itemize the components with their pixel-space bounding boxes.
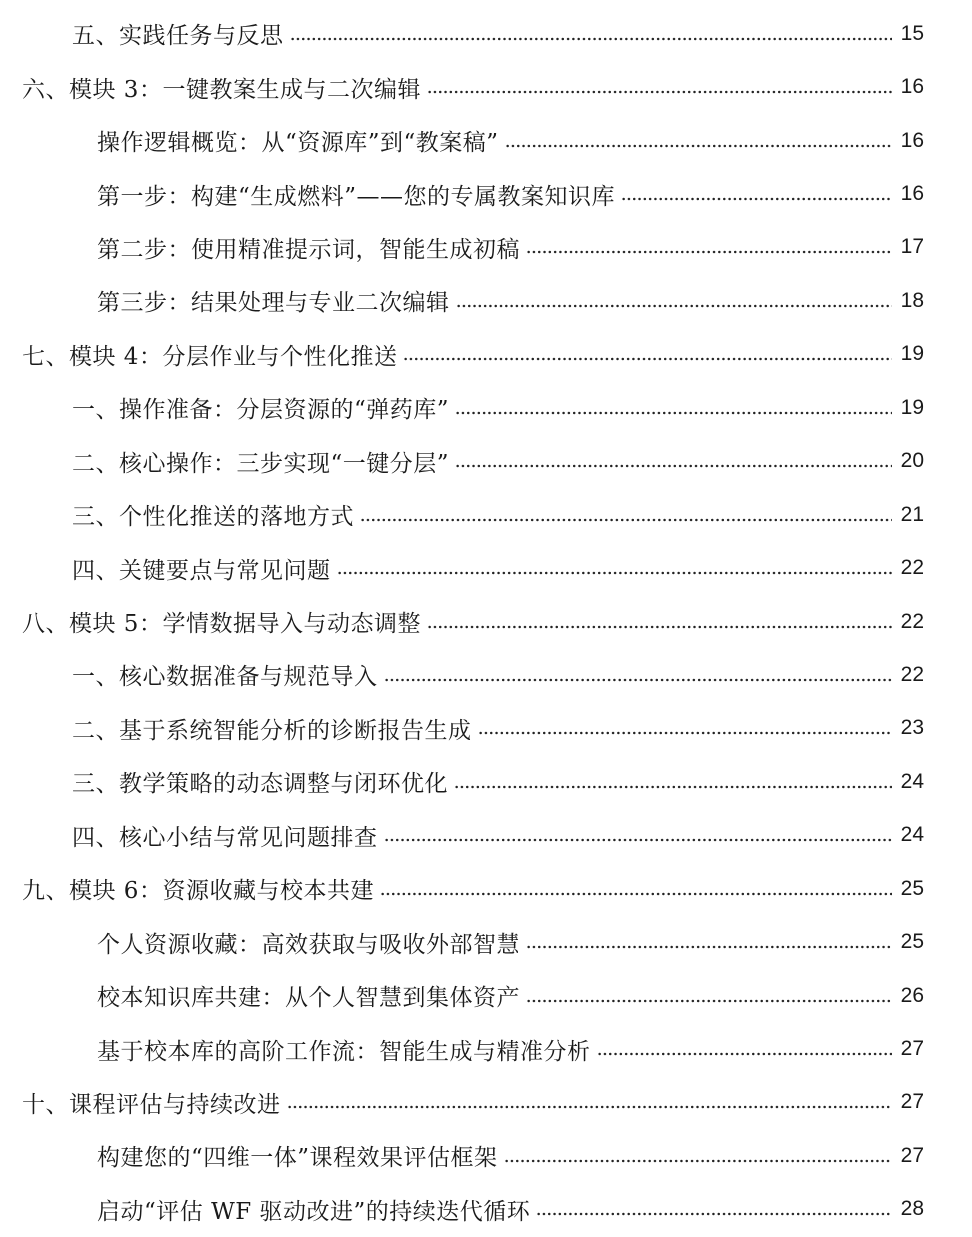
toc-entry[interactable] xyxy=(0,755,972,808)
dot-leader xyxy=(427,625,892,629)
dot-leader xyxy=(526,250,892,254)
toc-entry-title: 九、模块 6：资源收藏与校本共建 xyxy=(22,878,374,905)
dot-leader xyxy=(478,731,893,735)
toc-entry-title: 十、课程评估与持续改进 xyxy=(22,1091,281,1118)
dot-leader xyxy=(403,357,892,361)
toc-entry-page: 16 xyxy=(900,75,924,99)
toc-entry-title: 四、关键要点与常见问题 xyxy=(72,557,331,584)
toc-entry-title: 三、教学策略的动态调整与闭环优化 xyxy=(72,771,448,798)
toc-entry[interactable] xyxy=(0,381,972,434)
toc-entry-title: 操作逻辑概览：从“资源库”到“教案稿” xyxy=(97,130,499,157)
toc-entry-title: 第三步：结果处理与专业二次编辑 xyxy=(97,290,450,317)
toc-entry-title: 第二步：使用精准提示词，智能生成初稿 xyxy=(97,236,520,263)
toc-entry-page: 25 xyxy=(900,930,924,954)
toc-entry-title: 一、核心数据准备与规范导入 xyxy=(72,664,378,691)
toc-entry-title: 四、核心小结与常见问题排查 xyxy=(72,824,378,851)
toc-entry-page: 27 xyxy=(900,1090,924,1114)
toc-entry-page: 22 xyxy=(900,609,924,633)
toc-entry-page: 25 xyxy=(900,876,924,900)
dot-leader xyxy=(384,838,893,842)
toc-entry[interactable] xyxy=(0,1076,972,1129)
toc-entry-title: 二、基于系统智能分析的诊断报告生成 xyxy=(72,717,472,744)
dot-leader xyxy=(384,678,893,682)
dot-leader xyxy=(526,999,892,1003)
toc-entry-page: 21 xyxy=(900,502,924,526)
toc-entry[interactable] xyxy=(0,969,972,1022)
dot-leader xyxy=(505,144,892,148)
toc-entry[interactable] xyxy=(0,274,972,327)
toc-entry-title: 三、个性化推送的落地方式 xyxy=(72,504,354,531)
toc-entry[interactable] xyxy=(0,60,972,113)
toc-entry-page: 19 xyxy=(900,395,924,419)
toc-entry-page: 18 xyxy=(900,288,924,312)
dot-leader xyxy=(536,1212,892,1216)
toc-entry-title: 一、操作准备：分层资源的“弹药库” xyxy=(72,397,450,424)
dot-leader xyxy=(526,945,892,949)
dot-leader xyxy=(427,90,892,94)
toc-entry-page: 17 xyxy=(900,235,924,259)
toc-entry-title: 二、核心操作：三步实现“一键分层” xyxy=(72,450,450,477)
toc-entry-page: 15 xyxy=(900,21,924,45)
toc-entry-title: 八、模块 5：学情数据导入与动态调整 xyxy=(22,611,421,638)
dot-leader xyxy=(337,571,893,575)
toc-entry-title: 五、实践任务与反思 xyxy=(72,23,284,50)
toc-entry-page: 19 xyxy=(900,342,924,366)
toc-entry[interactable] xyxy=(0,862,972,915)
toc-entry[interactable] xyxy=(0,328,972,381)
toc-entry[interactable] xyxy=(0,167,972,220)
dot-leader xyxy=(455,464,892,468)
toc-entry[interactable] xyxy=(0,541,972,594)
dot-leader xyxy=(287,1105,893,1109)
toc-entry[interactable] xyxy=(0,1129,972,1182)
toc-entry[interactable] xyxy=(0,1022,972,1075)
toc-entry[interactable] xyxy=(0,648,972,701)
toc-entry-title: 七、模块 4：分层作业与个性化推送 xyxy=(22,343,398,370)
toc-entry[interactable] xyxy=(0,595,972,648)
toc-entry[interactable] xyxy=(0,7,972,60)
toc-entry[interactable] xyxy=(0,1183,972,1236)
toc-entry-page: 16 xyxy=(900,182,924,206)
toc-entry[interactable] xyxy=(0,114,972,167)
table-of-contents xyxy=(0,7,972,1236)
toc-entry-page: 23 xyxy=(900,716,924,740)
toc-entry-page: 16 xyxy=(900,128,924,152)
toc-entry-title: 六、模块 3：一键教案生成与二次编辑 xyxy=(22,76,421,103)
toc-entry[interactable] xyxy=(0,702,972,755)
toc-entry-page: 27 xyxy=(900,1037,924,1061)
dot-leader xyxy=(504,1159,892,1163)
toc-entry-page: 22 xyxy=(900,662,924,686)
toc-entry[interactable] xyxy=(0,221,972,274)
dot-leader xyxy=(621,197,892,201)
toc-entry-title: 基于校本库的高阶工作流：智能生成与精准分析 xyxy=(97,1038,591,1065)
toc-entry-page: 24 xyxy=(900,823,924,847)
dot-leader xyxy=(380,892,892,896)
toc-entry-title: 校本知识库共建：从个人智慧到集体资产 xyxy=(97,985,520,1012)
dot-leader xyxy=(597,1052,893,1056)
toc-entry-title: 第一步：构建“生成燃料”——您的专属教案知识库 xyxy=(97,183,616,210)
toc-entry-page: 28 xyxy=(900,1197,924,1221)
toc-entry[interactable] xyxy=(0,915,972,968)
dot-leader xyxy=(455,411,892,415)
toc-entry-title: 构建您的“四维一体”课程效果评估框架 xyxy=(97,1145,498,1172)
toc-entry-title: 个人资源收藏：高效获取与吸收外部智慧 xyxy=(97,931,520,958)
dot-leader xyxy=(290,37,893,41)
dot-leader xyxy=(456,304,893,308)
toc-entry[interactable] xyxy=(0,809,972,862)
toc-entry[interactable] xyxy=(0,435,972,488)
toc-entry-page: 20 xyxy=(900,449,924,473)
toc-entry-title: 启动“评估 WF 驱动改进”的持续迭代循环 xyxy=(97,1198,531,1225)
toc-entry-page: 24 xyxy=(900,769,924,793)
toc-entry-page: 26 xyxy=(900,983,924,1007)
toc-entry-page: 22 xyxy=(900,556,924,580)
toc-entry[interactable] xyxy=(0,488,972,541)
toc-entry-page: 27 xyxy=(900,1143,924,1167)
dot-leader xyxy=(360,518,892,522)
dot-leader xyxy=(454,785,892,789)
